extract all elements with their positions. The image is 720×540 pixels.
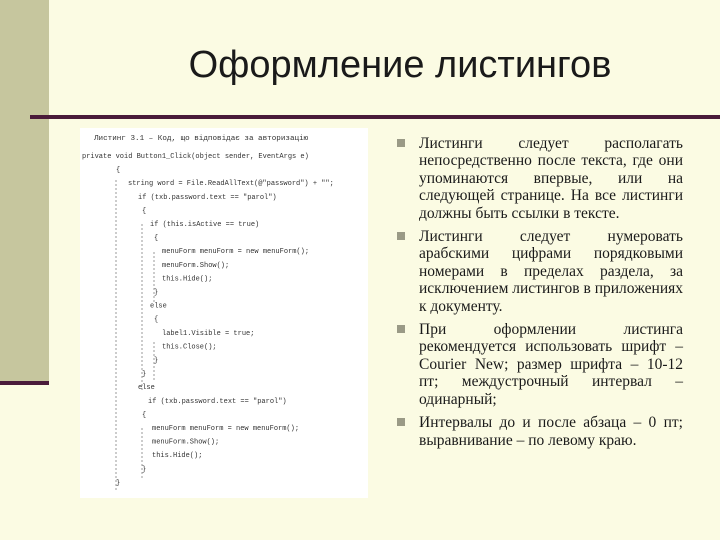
bullet-text: Интервалы до и после абзаца – 0 пт; выравнивание – по левому краю. (419, 414, 683, 449)
code-line: { (154, 316, 159, 325)
code-line: } (154, 289, 159, 297)
code-line: private void Button1_Click(object sender, EventArgs e) (82, 153, 309, 161)
code-line: { (142, 411, 147, 420)
code-line: } (142, 370, 147, 379)
bullet-square-icon (397, 325, 405, 333)
bullet-item (397, 321, 683, 408)
code-line: if (this.isActive == true) (150, 221, 260, 229)
code-listing-image (80, 128, 368, 498)
bullet-square-icon (397, 139, 405, 147)
code-line: menuForm.Show(); (152, 438, 220, 447)
code-line: else (150, 302, 167, 311)
left-decor-band (0, 0, 49, 385)
code-lines (82, 153, 334, 487)
bullet-square-icon (397, 418, 405, 426)
code-line: this.Hide(); (152, 452, 203, 461)
listing-caption: Листинг 3.1 – Код, що відповідає за авторизацію (94, 135, 309, 143)
code-line: } (154, 357, 159, 365)
bullet-item (397, 414, 683, 449)
code-line: this.Hide(); (162, 275, 213, 284)
code-line: if (txb.password.text == "parol") (138, 193, 277, 202)
bullet-text: При оформлении листинга рекомендуется использовать шрифт – Courier New; размер шрифта – 10-12 пт; междустрочный интервал – одинарный; (419, 321, 683, 408)
code-line: string word = File.ReadAllText(@"password") + ""; (128, 180, 334, 189)
bullet-text: Листинги следует располагать непосредственно после текста, где они упоминаются впервые, или на следующей странице. На все листинги должны быть ссылки в тексте. (419, 135, 683, 222)
bullet-text: Листинги следует нумеровать арабскими цифрами порядковыми номерами в пределах раздела, за исключением листингов в приложениях к документу. (419, 228, 683, 315)
code-line: if (txb.password.text == "parol") (148, 397, 287, 406)
bullet-square-icon (397, 232, 405, 240)
title-divider (30, 115, 720, 119)
left-decor-line (0, 381, 49, 385)
code-line: { (142, 207, 147, 216)
code-line: label1.Visible = true; (162, 329, 255, 338)
code-line: else (138, 384, 155, 393)
bullet-item (397, 135, 683, 222)
code-line: } (142, 465, 147, 474)
code-line: { (154, 234, 159, 243)
code-listing-svg (80, 128, 368, 498)
code-line: this.Close(); (162, 343, 217, 352)
code-line: } (116, 479, 121, 488)
code-line: menuForm menuForm = new menuForm(); (162, 248, 310, 257)
code-line: menuForm menuForm = new menuForm(); (152, 425, 300, 433)
bullet-item (397, 228, 683, 315)
code-line: menuForm.Show(); (162, 261, 230, 270)
bullet-list (397, 135, 683, 455)
slide-title: Оформление листингов (188, 44, 612, 86)
code-line: { (116, 166, 121, 175)
